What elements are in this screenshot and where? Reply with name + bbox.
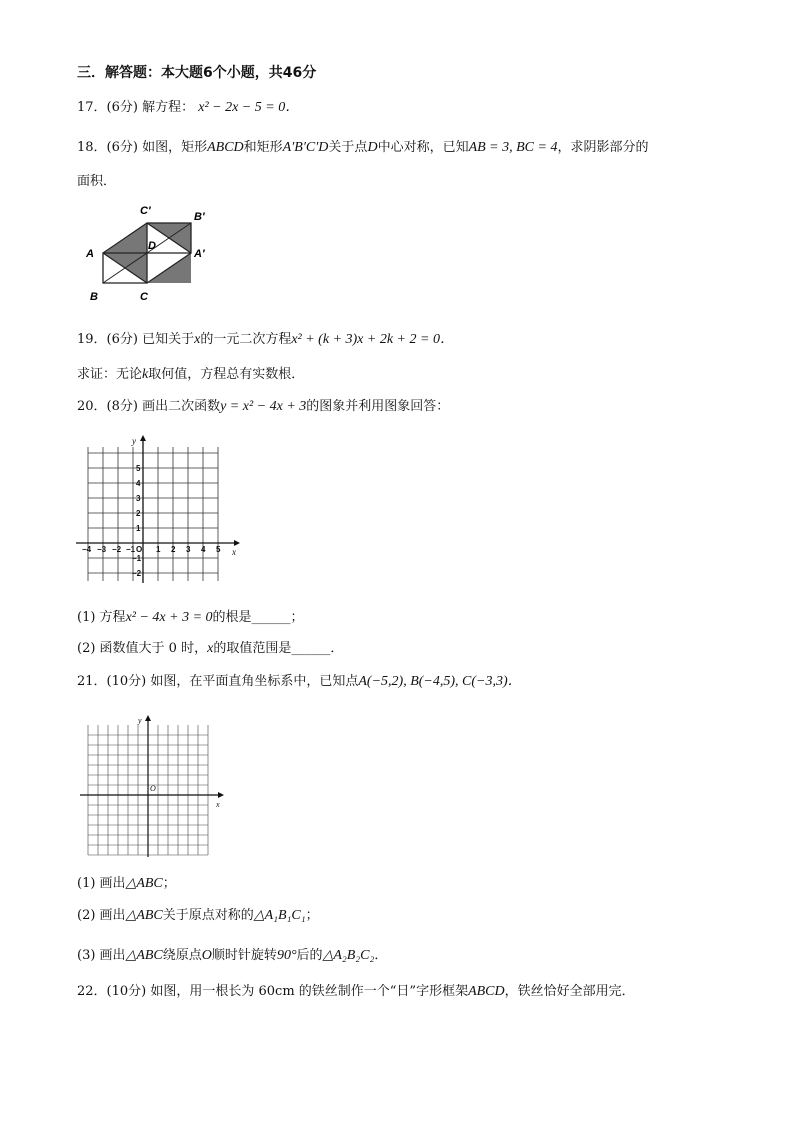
q21-text: 顺时针旋转 [211,948,277,963]
q20-math: x [207,641,214,656]
q18-math: ABCD [207,140,244,155]
grid-lines [88,447,218,581]
q18-line2: 面积． [77,174,117,189]
q19-math: k [142,367,149,382]
q17-number: 17．(6分) 解方程： [77,100,195,115]
q21-math: △A₁B₁C₁ [253,908,306,923]
q21-points: A(−5,2), B(−4,5), C(−3,3)． [358,674,522,689]
q19-text: 取何值，方程总有实数根． [148,367,305,382]
y-axis-label: y [138,716,142,725]
q20-text: 的取值范围是______． [213,641,344,656]
q20-function: y = x² − 4x + 3 [220,399,307,414]
q21-sub1 [77,874,176,894]
question-17 [77,98,299,118]
q22-text: ，铁丝恰好全部用完． [504,984,635,999]
y-axis-arrow [140,435,146,441]
q21-text: (2) 画出 [77,908,126,923]
q21-text: ； [305,908,319,923]
x-tick: 4 [201,545,206,554]
q19-line2 [77,365,304,385]
q18-math: A′B′C′D [282,140,329,155]
q21-text: 关于原点对称的 [162,908,254,923]
q21-text: 绕原点 [162,948,202,963]
q21-grid [78,715,228,857]
q18-text: 18．(6分) 如图，矩形 [77,140,208,155]
origin-label: O [150,784,156,793]
q19-text: 的一元二次方程 [200,332,292,347]
q21-sub2 [77,906,319,926]
q18-figure [80,198,220,310]
q21-math: △A₂B₂C₂ [322,948,375,963]
x-tick: 2 [171,545,176,554]
label-A: A [86,248,94,260]
q20-sub1 [77,608,304,628]
label-D: D [148,240,156,252]
x-axis-arrow [234,540,240,546]
question-18 [77,138,648,158]
q20-text: 20．(8分) 画出二次函数 [77,399,221,414]
q18-math: AB = 3, BC = 4 [468,140,558,155]
label-B1: B′ [194,211,205,223]
x-tick: −4 [82,545,92,554]
label-C: C [140,291,148,303]
y-tick: −1 [132,554,142,563]
x-tick: −1 [126,545,136,554]
q18-text: 和矩形 [243,140,283,155]
label-C1: C′ [140,205,151,217]
q22-text: 22．(10分) 如图，用一根长为 60cm 的铁丝制作一个“日”字形框架 [77,984,469,999]
q21-math: △ABC [125,876,163,891]
q20-text: 的根是______； [212,610,304,625]
q20-text: (2) 函数值大于 0 时， [77,641,208,656]
q18-text: ，求阴影部分的 [557,140,649,155]
q22-math: ABCD [468,984,505,999]
y-tick: 2 [136,509,141,518]
label-B: B [90,291,98,303]
q20-text: 的图象并利用图象回答： [306,399,450,414]
q19-equation: x² + (k + 3)x + 2k + 2 = 0． [291,332,454,347]
x-axis-label: x [216,800,220,809]
q17-equation: x² − 2x − 5 = 0． [198,100,300,115]
q18-text: 关于点 [328,140,368,155]
label-A1: A′ [194,248,205,260]
y-tick: 3 [136,494,141,503]
y-tick: −2 [132,569,142,578]
x-tick: 3 [186,545,191,554]
q18-text: 中心对称，已知 [377,140,469,155]
question-21 [77,672,522,692]
q21-math: △ABC [125,908,163,923]
q19-math: x [194,332,201,347]
y-tick: 4 [136,479,141,488]
x-tick: 1 [156,545,161,554]
question-20 [77,397,449,417]
q20-grid [74,435,244,585]
question-22 [77,982,635,1002]
q18-math: D [367,140,378,155]
origin-label: O [136,545,143,554]
q21-text: 21．(10分) 如图，在平面直角坐标系中，已知点 [77,674,359,689]
q19-text: 19．(6分) 已知关于 [77,332,195,347]
q21-math: O [201,948,212,963]
section-title: 三．解答题：本大题6个小题，共46分 [77,65,317,81]
y-axis-label: y [132,436,136,446]
y-axis-arrow [145,715,151,721]
x-axis-label: x [232,547,236,557]
q20-text: (1) 方程 [77,610,126,625]
question-19 [77,330,454,350]
q20-sub2 [77,639,343,659]
x-tick: −2 [112,545,122,554]
x-tick: 5 [216,545,221,554]
q21-text: (3) 画出 [77,948,126,963]
y-tick: 1 [136,524,141,533]
q19-text: 求证：无论 [77,367,143,382]
x-tick: −3 [97,545,107,554]
q21-text: ． [374,948,388,963]
q21-sub3 [77,946,387,966]
y-tick: 5 [136,464,141,473]
q21-text: 后的 [296,948,323,963]
x-axis-arrow [218,792,224,798]
q21-math: 90° [276,948,297,963]
q20-math: x² − 4x + 3 = 0 [125,610,213,625]
q21-text: ； [162,876,176,891]
q21-text: (1) 画出 [77,876,126,891]
q21-math: △ABC [125,948,163,963]
